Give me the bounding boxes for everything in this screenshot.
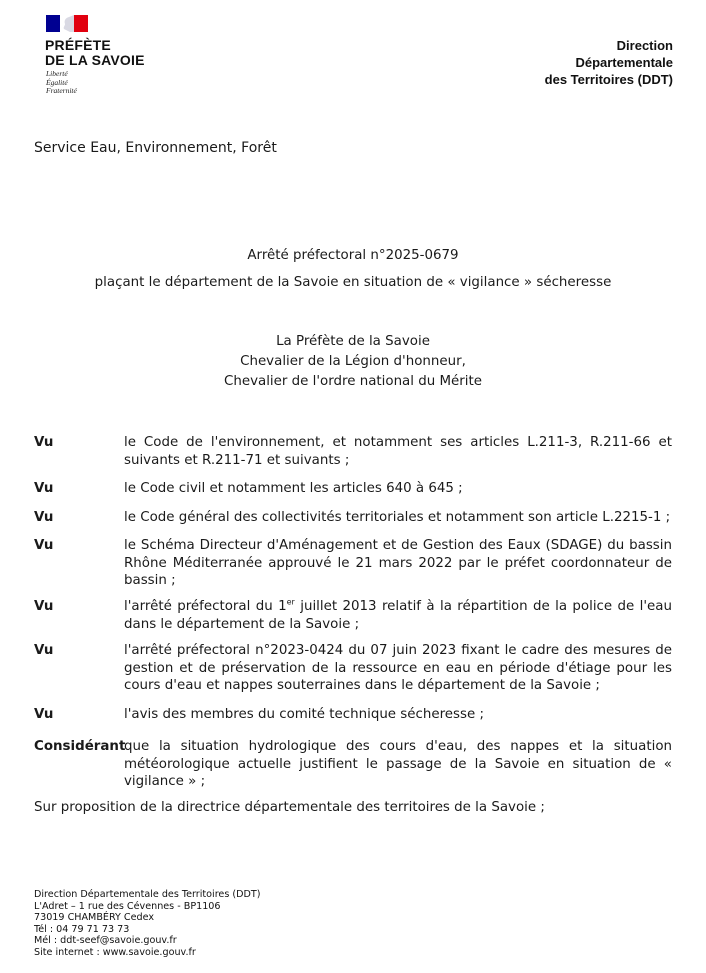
- prefecture-name: PRÉFÈTE DE LA SAVOIE: [45, 37, 145, 68]
- visa-text: l'arrêté préfectoral n°2023-0424 du 07 juin 2023 fixant le cadre des mesures de gestion et de préservation de la ressource en eau en période d'étiage pour les cours d'eau et nappes souterraines dans le département de la Savoie ;: [124, 643, 672, 693]
- visa-text: le Code de l'environnement, et notamment ses articles L.211-3, R.211-66 et suivants et R.211-71 et suivants ;: [124, 435, 672, 468]
- service-name: Service Eau, Environnement, Forêt: [34, 140, 277, 156]
- visa-text: le Schéma Directeur d'Aménagement et de Gestion des Eaux (SDAGE) du bassin Rhône Méditerranée approuvé le 21 mars 2022 par le préfet coordonnateur de bassin ;: [124, 538, 672, 588]
- visa-item: [34, 706, 672, 724]
- visa-item: [34, 509, 672, 527]
- visa-item: [34, 434, 672, 469]
- visa-text: l'arrêté préfectoral du 1er juillet 2013 relatif à la répartition de la police de l'eau dans le département de la Savoie ;: [124, 597, 672, 632]
- visa-label: Vu: [34, 643, 54, 658]
- visa-item: [34, 480, 672, 498]
- proposal-line: Sur proposition de la directrice départementale des territoires de la Savoie ;: [34, 800, 545, 815]
- flag-red: [74, 15, 88, 32]
- visa-label: Vu: [34, 435, 54, 450]
- flag-blue: [46, 15, 60, 32]
- visa-text: l'avis des membres du comité technique sécheresse ;: [124, 707, 485, 722]
- marianne-flag-logo: [46, 15, 88, 32]
- issuing-authority: La Préfète de la Savoie Chevalier de la Légion d'honneur, Chevalier de l'ordre national du Mérite: [224, 334, 482, 389]
- flag-white: [60, 15, 74, 32]
- footer-contact: [34, 889, 261, 959]
- visa-item: [34, 642, 672, 695]
- visa-text: le Code civil et notamment les articles 640 à 645 ;: [124, 481, 463, 496]
- republic-motto: Liberté Égalité Fraternité: [46, 69, 77, 95]
- footer-city: 73019 CHAMBÉRY Cedex: [34, 912, 155, 924]
- footer-address: L'Adret – 1 rue des Cévennes - BP1106: [34, 900, 221, 912]
- visa-item: [34, 537, 672, 590]
- footer-phone: Tél : 04 79 71 73 73: [34, 923, 130, 935]
- decree-subtitle: plaçant le département de la Savoie en situation de « vigilance » sécheresse: [94, 275, 612, 290]
- footer-email: Mél : ddt-seef@savoie.gouv.fr: [34, 935, 177, 947]
- visa-label: Vu: [34, 538, 54, 553]
- footer-org: Direction Départementale des Territoires (DDT): [34, 889, 261, 900]
- visa-text: le Code général des collectivités territoriales et notamment son article L.2215-1 ;: [124, 510, 671, 525]
- visa-label: Vu: [34, 599, 54, 614]
- visa-label: Vu: [34, 707, 54, 722]
- decree-title: Arrêté préfectoral n°2025-0679: [247, 248, 459, 263]
- visa-label: Vu: [34, 481, 54, 496]
- issuing-direction: Direction Départementale des Territoires (DDT): [544, 38, 673, 87]
- considerant-item: [34, 738, 672, 791]
- visa-label: Vu: [34, 510, 54, 525]
- considerant-text: que la situation hydrologique des cours d'eau, des nappes et la situation météorologique actuelle justifient le passage de la Savoie en situation de « vigilance » ;: [124, 739, 672, 789]
- considerant-label: Considérant: [34, 739, 126, 754]
- footer-website: Site internet : www.savoie.gouv.fr: [34, 946, 196, 958]
- visa-item: [34, 598, 672, 633]
- marianne-profile-icon: [60, 15, 74, 32]
